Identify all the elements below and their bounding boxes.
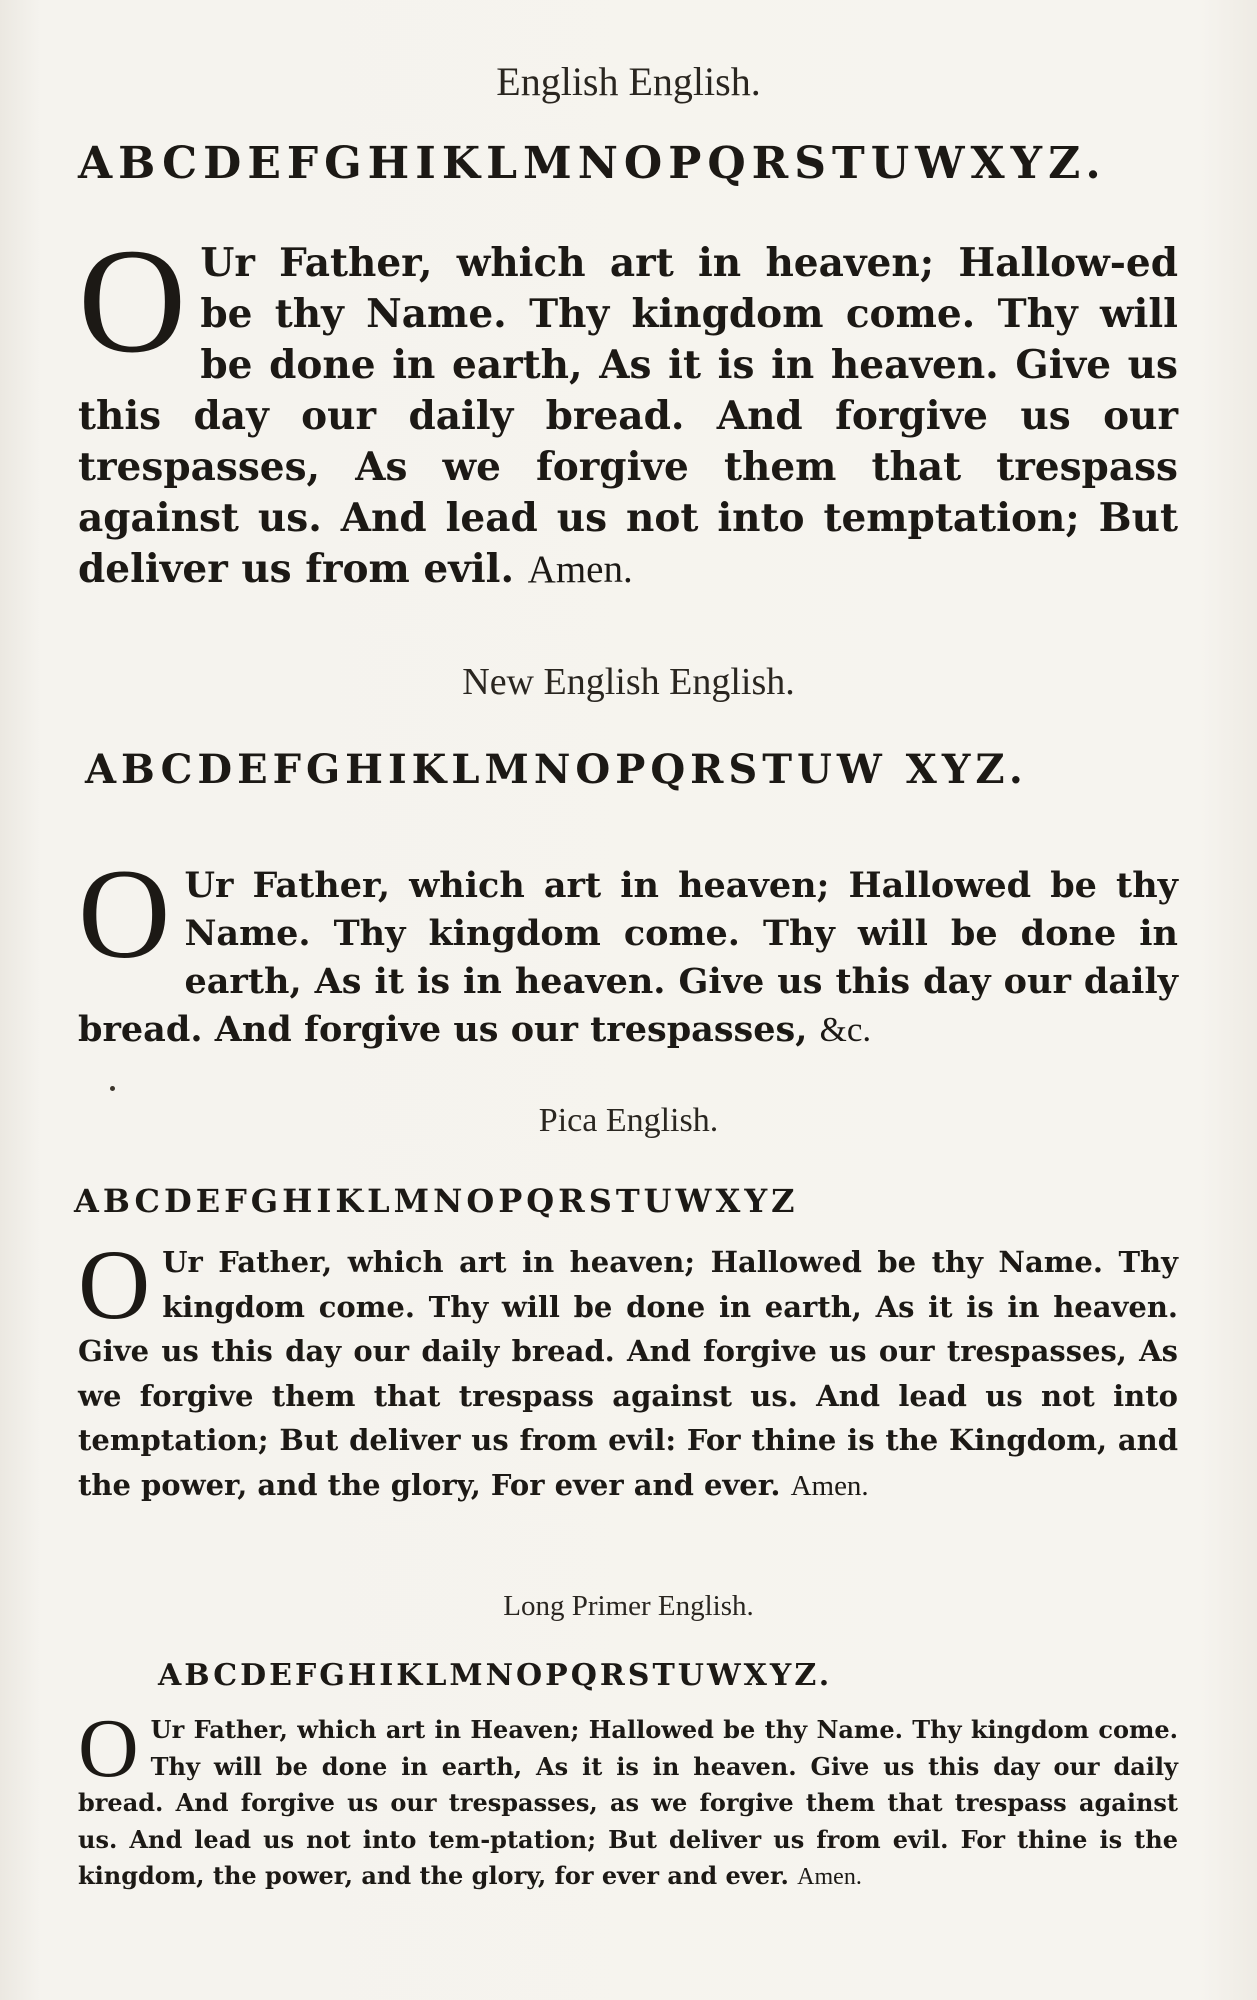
section-heading-pica-english: Pica English. [538,1102,719,1139]
drop-cap-initial: O [78,843,171,985]
prayer-paragraph-new-english-english [78,843,1178,1054]
prayer-text: Ur Father, which art in heaven; Hallowed be thy Name. Thy kingdom come. Thy will be done in earth, As it is in heaven. Give us this day our daily bread. And forgive us our trespasses, [78,865,1178,1050]
alphabet-long-primer-english: ABCDEFGHIKLMNOPQRSTUWXYZ. [158,1658,833,1693]
prayer-ending: Amen. [527,548,633,591]
drop-cap-initial: O [78,1702,139,1795]
prayer-paragraph-pica-english [78,1229,1178,1508]
drop-cap-initial: O [78,1229,151,1340]
prayer-text: Ur Father, which art in Heaven; Hallowed be thy Name. Thy kingdom come. Thy will be done in earth, As it is in heaven. Give us this day our daily bread. And forgive us our trespasses, as we forgive them that trespass against us. And lead us not into tem-ptation; But deliver us from evil. For thine is the kingdom, the power, and the glory, for ever and ever. [78,1715,1178,1890]
prayer-text: Ur Father, which art in heaven; Hallow-ed be thy Name. Thy kingdom come. Thy will be done in earth, As it is in heaven. Give us this day our daily bread. And forgive us our trespasses, As we forgive them that trespass against us. And lead us not into temptation; But deliver us from evil. [78,240,1178,592]
section-heading-long-primer-english: Long Primer English. [503,1590,754,1622]
alphabet-pica-english: ABCDEFGHIKLMNOPQRSTUWXYZ [74,1182,799,1220]
ink-speck [110,1086,115,1091]
drop-cap-initial: O [78,218,187,384]
prayer-ending: Amen. [790,1469,869,1502]
section-heading-new-english-english: New English English. [462,661,795,703]
prayer-text: Ur Father, which art in heaven; Hallowed be thy Name. Thy kingdom come. Thy will be done in earth, As it is in heaven. Give us this day our daily bread. And forgive us our trespasses, As we forgive them that trespass against us. And lead us not into temptation; But deliver us from evil: For thine is the Kingdom, and the power, and the glory, For ever and ever. [78,1245,1178,1502]
prayer-paragraph-english-english [78,218,1178,595]
prayer-paragraph-long-primer-english [78,1702,1178,1896]
prayer-ending: Amen. [797,1864,862,1890]
alphabet-english-english: ABCDEFGHIKLMNOPQRSTUWXYZ. [78,138,1107,189]
prayer-ending: &c. [819,1010,872,1049]
alphabet-new-english-english: ABCDEFGHIKLMNOPQRSTUW XYZ. [85,746,1028,793]
section-heading-english-english: English English. [496,59,761,104]
